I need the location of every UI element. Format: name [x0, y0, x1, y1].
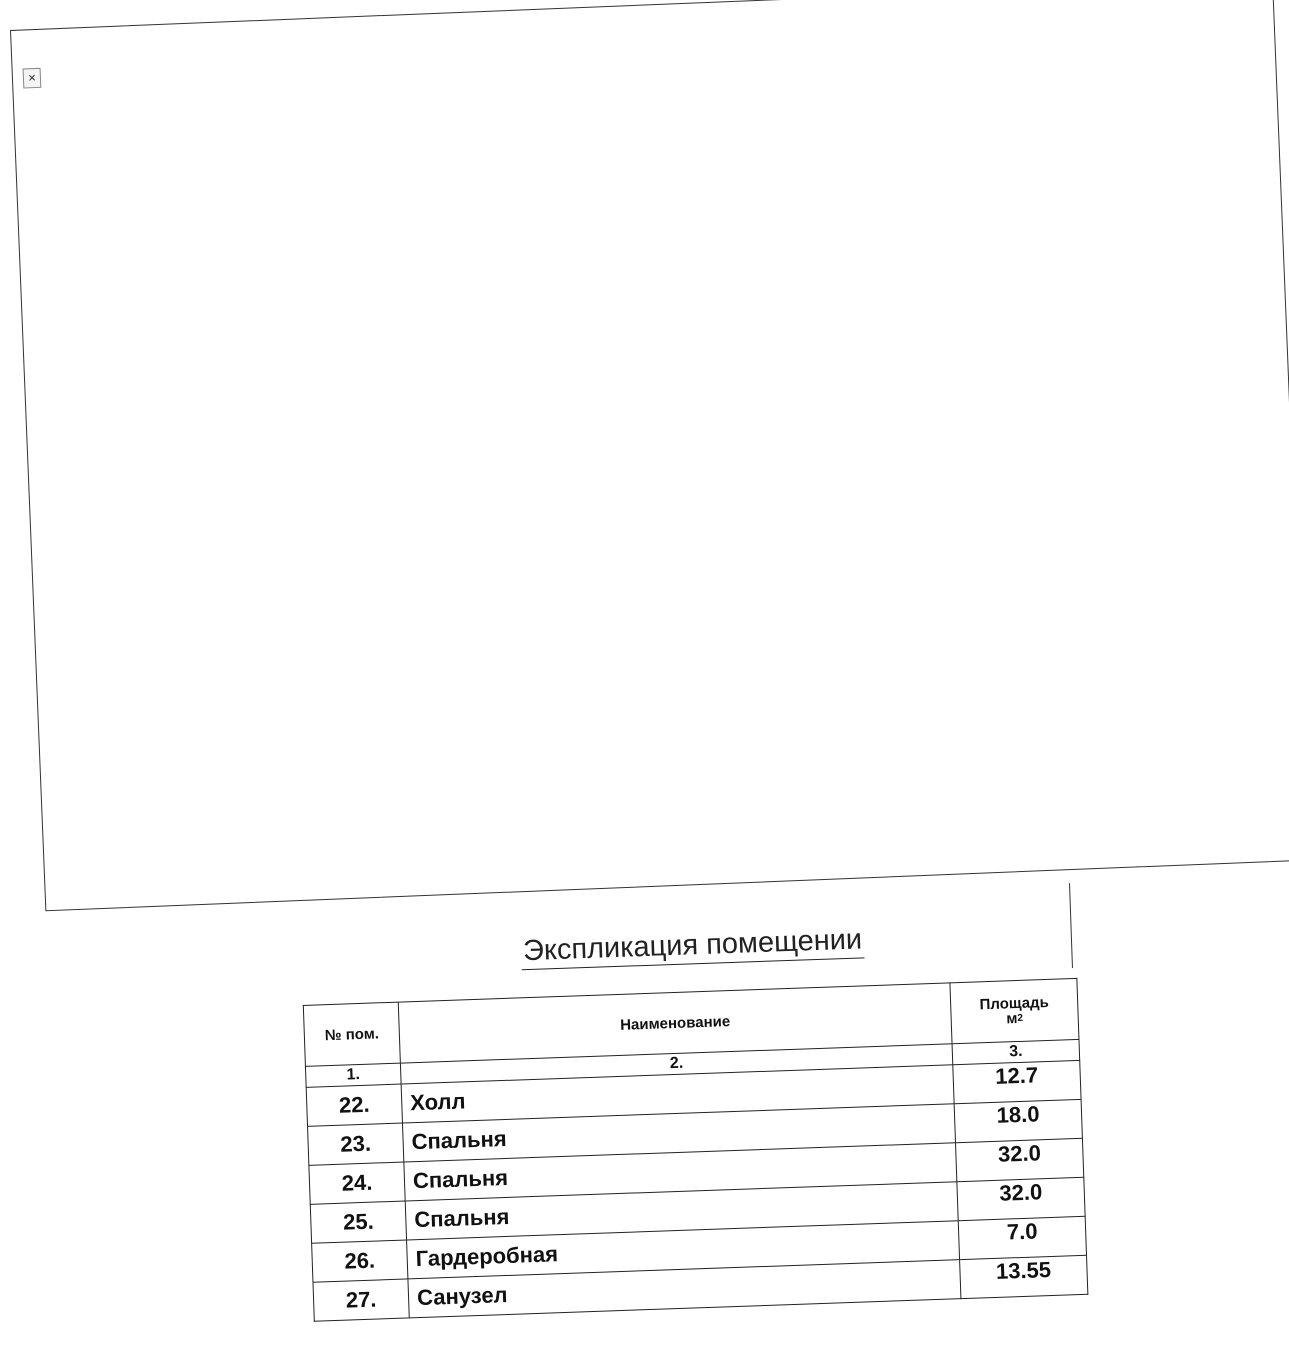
- room-name: Спальня: [405, 1182, 958, 1240]
- room-area: 32.0: [957, 1177, 1085, 1220]
- column-number: 1.: [305, 1063, 401, 1087]
- room-name: Санузел: [408, 1260, 961, 1318]
- room-name: Спальня: [404, 1143, 957, 1201]
- room-number: 24.: [309, 1162, 405, 1204]
- room-name: Гардеробная: [407, 1221, 960, 1279]
- room-number: 27.: [313, 1279, 409, 1321]
- header-area-label: Площадь: [979, 993, 1050, 1014]
- explication-table: [303, 978, 1089, 1322]
- image-frame: [10, 0, 1289, 911]
- header-area: [950, 978, 1079, 1043]
- explication-sheet: [300, 898, 1090, 1355]
- room-name: Спальня: [402, 1104, 955, 1162]
- room-number: 26.: [312, 1240, 408, 1282]
- room-number: 22.: [306, 1084, 402, 1126]
- broken-image-icon: ×: [23, 68, 42, 89]
- explication-title: Экспликация помещении: [520, 923, 864, 970]
- room-area: 32.0: [955, 1138, 1083, 1181]
- header-area-unit: м: [1006, 1010, 1018, 1028]
- room-name: Холл: [401, 1065, 954, 1123]
- room-number: 25.: [310, 1201, 406, 1243]
- sheet-edge: [1069, 883, 1073, 968]
- room-area: 13.55: [960, 1255, 1088, 1298]
- header-area-unit-sup: 2: [1017, 1012, 1024, 1025]
- room-area: 12.7: [953, 1060, 1081, 1103]
- room-number: 23.: [308, 1123, 404, 1165]
- room-area: 18.0: [954, 1099, 1082, 1142]
- column-number: 2.: [400, 1044, 952, 1084]
- header-name: Наименование: [398, 983, 952, 1063]
- header-number: № пом.: [303, 1002, 400, 1066]
- room-area: 7.0: [958, 1216, 1086, 1259]
- column-number: 3.: [952, 1039, 1080, 1064]
